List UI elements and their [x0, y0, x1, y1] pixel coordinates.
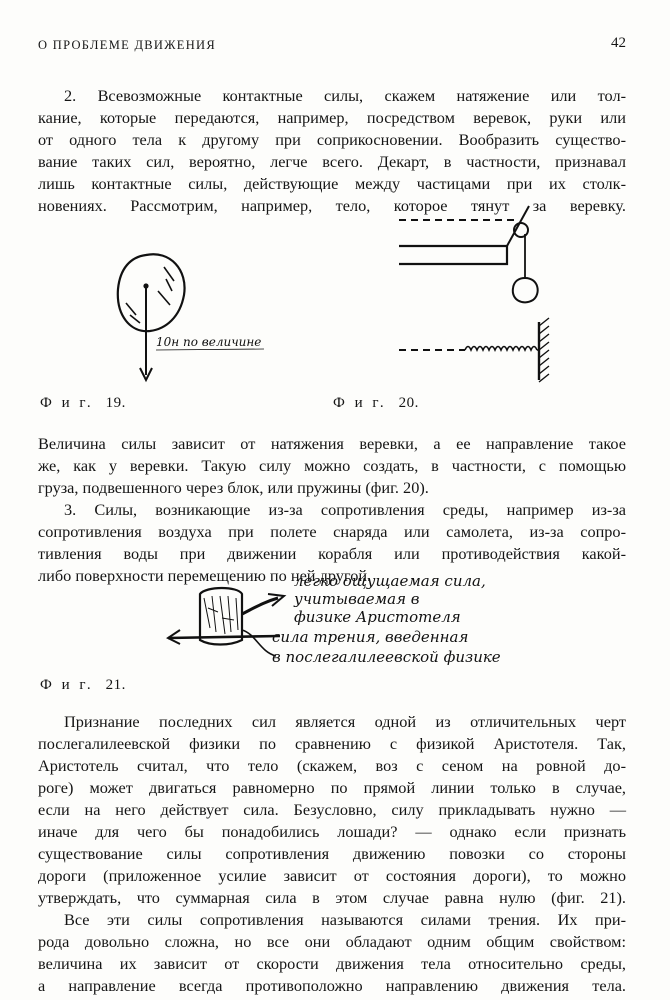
text-line: лишь контактные силы, действующие между частицами при их столк-: [38, 174, 626, 193]
text-line: от одного тела к другому при соприкосновении. Вообразить существо-: [38, 130, 626, 149]
table-edge: [399, 246, 507, 264]
running-head-title: О ПРОБЛЕМЕ ДВИЖЕНИЯ: [38, 38, 216, 52]
spring-coil: [465, 347, 537, 351]
body-outline: [118, 254, 185, 331]
text-line: существование силы сопротивления движению повозки со стороны: [38, 844, 626, 863]
text-line: сопротивления воздуха при полете снаряда или самолета, из-за сопро-: [38, 522, 626, 541]
note1-line-1: легко ощущаемая сила,: [294, 572, 486, 590]
text-line: груза, подвешенного через блок, или пружины (фиг. 20).: [38, 478, 429, 497]
text-line: 2. Всевозможные контактные силы, скажем натяжение или тол-: [64, 86, 626, 105]
text-line: величина их зависит от скорости движения тела относительно среды,: [38, 954, 626, 973]
text-line: кание, которые передаются, например, посредством веревок, руки или: [38, 108, 626, 127]
annotation-underline: [156, 349, 264, 350]
text-line: 3. Силы, возникающие из-за сопротивления среды, например из-за: [64, 500, 626, 519]
text-line: а направление всегда противоположно направлению движения тела.: [38, 976, 626, 995]
running-head: [38, 35, 626, 60]
text-line: либо поверхности перемещению по ней другой.: [38, 566, 372, 585]
text-line: Признание последних сил является одной из отличительных черт: [64, 712, 626, 731]
text-line: новениях. Рассмотрим, например, тело, которое тянут за веревку.: [38, 196, 626, 215]
text-line: утверждать, что суммарная сила в этом случае равна нулю (фиг. 21).: [38, 888, 626, 907]
caption-number: 19.: [105, 395, 126, 411]
wall-hatching: [539, 318, 549, 382]
note2-line-2: в послегалилеевской физике: [272, 648, 501, 666]
caption-number: 21.: [105, 677, 126, 693]
figure-20-caption: [333, 395, 419, 412]
text-line: рода довольно сложна, но все они обладают одним общим свойством:: [38, 932, 626, 951]
text-line: Аристотель считал, что тело (скажем, воз с сеном на ровной до-: [38, 756, 626, 775]
figure-21-friction: [160, 568, 580, 673]
paragraph-aristotle: [38, 711, 626, 997]
caption-number: 20.: [398, 395, 419, 411]
friction-force-arrow: [168, 636, 280, 638]
paragraph-fig20-text: [38, 433, 626, 587]
text-line: же, как у веревки. Такую силу можно создать, в частности, с помощью: [38, 456, 626, 475]
text-line: послегалилеевской физики по сравнению с физикой Аристотеля. Так,: [38, 734, 626, 753]
figure-19-caption: [40, 395, 126, 412]
text-line: дороги (приложенное усилие зависит от состояния дороги), то можно: [38, 866, 626, 885]
friction-note-pointer: [242, 630, 276, 656]
text-line: Все эти силы сопротивления называются силами трения. Их при-: [64, 910, 626, 929]
caption-label: Ф и г.: [40, 677, 94, 693]
fig19-annotation: 10н по величине: [156, 335, 262, 349]
text-line: роге) может двигаться равномерно по прямой линии только в случае,: [38, 778, 626, 797]
text-line: вание таких сил, вероятно, легче всего. Декарт, в частности, признавал: [38, 152, 626, 171]
caption-label: Ф и г.: [40, 395, 94, 411]
hanging-weight: [513, 278, 538, 302]
note1-line-2: учитываемая в: [294, 590, 420, 608]
note2-line-1: сила трения, введенная: [272, 628, 469, 646]
paragraph-2-contact-forces: [38, 85, 626, 217]
text-line: тивления воды при движении корабля или противодействия какой-: [38, 544, 626, 563]
figure-20-pulley-spring: [395, 200, 555, 385]
body-hatching: [126, 267, 174, 323]
hay-texture: [204, 596, 238, 634]
page-number: 42: [611, 35, 626, 51]
text-line: если на него действует сила. Безусловно, силу прикладывать нужно —: [38, 800, 626, 819]
figure-19-pulled-body: [100, 245, 300, 390]
note1-line-3: физике Аристотеля: [294, 608, 461, 626]
text-line: иначе для чего бы понадобились лошади? — однако если признать: [38, 822, 626, 841]
figure-21-caption: [40, 677, 126, 694]
text-line: Величина силы зависит от натяжения веревки, а ее направление такое: [38, 434, 626, 453]
caption-label: Ф и г.: [333, 395, 387, 411]
